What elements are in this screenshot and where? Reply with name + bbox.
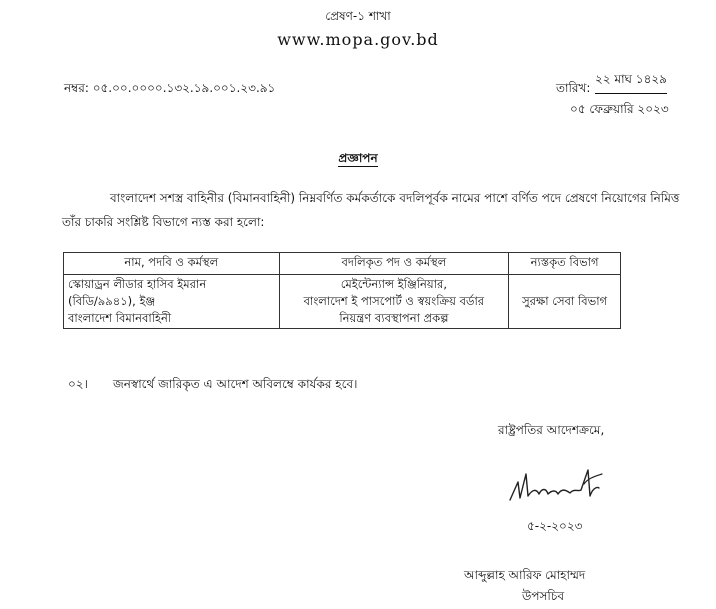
document-title <box>0 150 716 170</box>
date-label: তারিখ: <box>556 81 591 95</box>
post-line: মেইন্টেন্যান্স ইঞ্জিনিয়ার, <box>340 277 448 291</box>
table-header-row <box>64 253 621 275</box>
document-title-text: প্রজ্ঞাপন <box>338 151 378 165</box>
table-header: নাম, পদবি ও কর্মস্থল <box>64 253 280 275</box>
website-url: www.mopa.gov.bd <box>277 30 439 49</box>
table-row <box>64 275 621 329</box>
signer-name: আব্দুল্লাহ আরিফ মোহাম্মদ <box>464 568 586 582</box>
order-line: রাষ্ট্রপতির আদেশক্রমে, <box>498 423 605 437</box>
division-cell: সুরক্ষা সেবা বিভাগ <box>509 275 621 329</box>
post-line: বাংলাদেশ ই পাসপোর্ট ও স্বয়ংক্রিয় বর্ডার <box>303 294 485 308</box>
officer-workplace: বাংলাদেশ বিমানবাহিনী <box>68 311 172 325</box>
paragraph-text: জনস্বার্থে জারিকৃত এ আদেশ অবিলম্বে কার্যকর হবে। <box>113 377 358 391</box>
paragraph-number: ০২। <box>68 377 88 391</box>
post-line: নিয়ন্ত্রণ ব্যবস্থাপনা প্রকল্প <box>339 311 449 325</box>
date-gregorian: ০৫ ফেব্রুয়ারি ২০২৩ <box>570 102 669 116</box>
officer-name: স্কোয়াড্রন লীডার হাসিব ইমরান <box>68 277 207 291</box>
table-header: বদলিকৃত পদ ও কর্মস্থল <box>279 253 509 275</box>
body-paragraph: বাংলাদেশ সশস্ত্র বাহিনীর (বিমানবাহিনী) নিম্নবর্ণিত কর্মকর্তাকে বদলিপূর্বক নামের পাশে বর্ণিত পদে প্রেষণে নিয়োগের নিমিত্ত তাঁর চাকরি সংশ্লিষ্ট বিভাগে ন্যস্ত করা হলো: <box>62 191 680 229</box>
signer-designation: উপসচিব <box>522 589 565 603</box>
memo-number: নম্বর: ০৫.০০.০০০০.১৩২.১৯.০০১.২৩.৯১ <box>64 81 276 95</box>
date-bangla: ২২ মাঘ ১৪২৯ <box>595 71 667 94</box>
transfer-table <box>63 252 621 329</box>
office-name: প্রেষণ-১ শাখা <box>325 9 391 23</box>
signature-image <box>506 460 606 510</box>
table-header: ন্যস্তকৃত বিভাগ <box>509 253 621 275</box>
post-cell <box>279 275 509 329</box>
officer-cell <box>64 275 280 329</box>
signature-date: ৫-২-২০২৩ <box>527 519 583 533</box>
officer-id: (বিডি/৯৯৪১), ইঞ্জ <box>68 294 156 308</box>
